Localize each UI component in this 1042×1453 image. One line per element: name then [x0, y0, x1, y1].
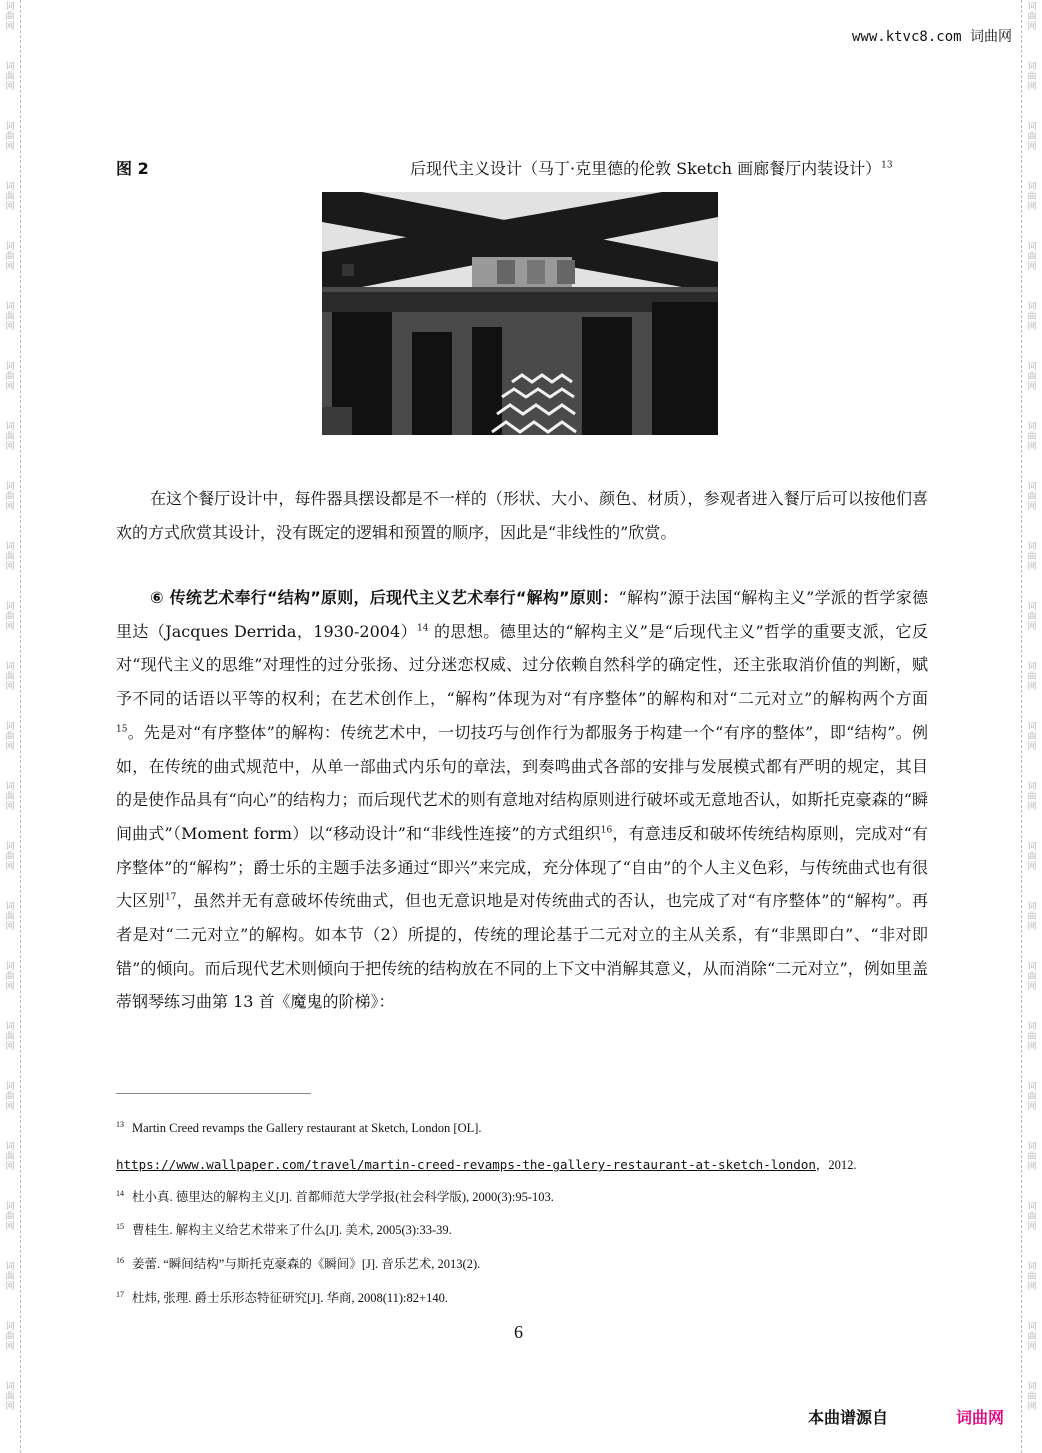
footnote-ref-17: 17 [164, 893, 177, 903]
footnote-14 [116, 1187, 554, 1205]
footnote-text: 杜炜, 张理. 爵士乐形态特征研究[J]. 华商, 2008(11):82+140. [132, 1291, 448, 1305]
watermark-text: 词 曲 网 [1027, 482, 1037, 512]
watermark-text: 词 曲 网 [1027, 602, 1037, 632]
source-label: 本曲谱源自 [808, 1408, 889, 1427]
footnote-num: 14 [116, 1188, 124, 1198]
watermark-text: 词 曲 网 [5, 362, 15, 392]
watermark-text: 词 曲 网 [1027, 302, 1037, 332]
footnote-num: 13 [116, 1119, 124, 1129]
watermark-text: 词 曲 网 [5, 842, 15, 872]
watermark-text: 词 曲 网 [5, 1382, 15, 1412]
site-name: 词曲网 [970, 29, 1012, 45]
figure-caption-text: 后现代主义设计（马丁·克里德的伦敦 Sketch 画廊餐厅内装设计） [410, 159, 882, 178]
watermark-text: 词 曲 网 [1027, 62, 1037, 92]
watermark-text: 词 曲 网 [1027, 122, 1037, 152]
figure-label: 图 2 [116, 159, 149, 178]
watermark-text: 词 曲 网 [5, 602, 15, 632]
watermark-text: 词 曲 网 [5, 542, 15, 572]
watermark-text: 词 曲 网 [1027, 662, 1037, 692]
page-number: 6 [514, 1322, 523, 1342]
watermark-text: 词 曲 网 [5, 62, 15, 92]
watermark-text: 词 曲 网 [5, 122, 15, 152]
footnote-text: 姜蕾. “瞬间结构”与斯托克豪森的《瞬间》[J]. 音乐艺术, 2013(2). [132, 1257, 481, 1271]
paragraph-1 [116, 482, 928, 549]
watermark-text: 词 曲 网 [5, 422, 15, 452]
watermark-text: 词 曲 网 [5, 302, 15, 332]
footnote-text: Martin Creed revamps the Gallery restaurant at Sketch, London [OL]. [132, 1121, 482, 1135]
section-heading: ⑥ 传统艺术奉行“结构”原则，后现代主义艺术奉行“解构”原则： [150, 588, 619, 607]
footnote-num: 15 [116, 1221, 124, 1231]
footnote-num: 17 [116, 1289, 124, 1299]
footnote-rule [116, 1093, 311, 1094]
p2-segment-a: “解构”源于法国“解构主义”学派的哲学家德里达（Jacques Derrida，1930-2004） [116, 588, 928, 641]
watermark-text: 词 曲 网 [5, 902, 15, 932]
watermark-text: 词 曲 网 [1027, 1142, 1037, 1172]
watermark-text: 词 曲 网 [5, 1322, 15, 1352]
footnote-13 [116, 1121, 482, 1136]
watermark-text: 词 曲 网 [5, 242, 15, 272]
figure-caption [410, 156, 893, 179]
watermark-text: 词 曲 网 [5, 182, 15, 212]
paragraph-2-text [116, 581, 928, 1019]
brand-link[interactable]: 词曲网 [956, 1408, 1005, 1427]
watermark-text: 词 曲 网 [1027, 842, 1037, 872]
watermark-text: 词 曲 网 [1027, 1082, 1037, 1112]
watermark-text: 词 曲 网 [1027, 962, 1037, 992]
footnote-ref-16: 16 [600, 825, 613, 836]
site-header [852, 26, 1012, 46]
watermark-text: 词 曲 网 [5, 1262, 15, 1292]
footnote-text: 曹桂生. 解构主义给艺术带来了什么[J]. 美术, 2005(3):33-39. [132, 1223, 452, 1237]
watermark-text: 词 曲 网 [5, 2, 15, 32]
footnote-15 [116, 1220, 452, 1238]
footnote-16 [116, 1254, 480, 1272]
watermark-text: 词 曲 网 [1027, 182, 1037, 212]
paragraph-1-text: 在这个餐厅设计中，每件器具摆设都是不一样的（形状、大小、颜色、材质），参观者进入餐厅后可以按他们喜欢的方式欣赏其设计，没有既定的逻辑和预置的顺序，因此是“非线性的”欣赏。 [116, 489, 928, 542]
footnote-num: 16 [116, 1255, 124, 1265]
left-watermark-strip [0, 0, 21, 1453]
footnote-text: 杜小真. 德里达的解构主义[J]. 首都师范大学学报(社会科学版), 2000(3):95-103. [132, 1190, 554, 1204]
watermark-text: 词 曲 网 [5, 662, 15, 692]
watermark-text: 词 曲 网 [1027, 902, 1037, 932]
p2-segment-b: 的思想。德里达的“解构主义”是“后现代主义”哲学的重要支派，它反对“现代主义的思维”对理性的过分张扬、过分迷恋权威、过分依赖自然科学的确定性，还主张取消价值的判断，赋予不同的话语以平等的权利；在艺术创作上，“解构”体现为对“有序整体”的解构和对“二元对立”的解构两个方面 [116, 621, 928, 709]
watermark-text: 词 曲 网 [1027, 242, 1037, 272]
watermark-text: 词 曲 网 [5, 962, 15, 992]
watermark-text: 词 曲 网 [5, 1142, 15, 1172]
watermark-text: 词 曲 网 [1027, 722, 1037, 752]
p2-segment-d: ，有意违反和破坏传统结构原则，完成对“有序整体”的“解构”；爵士乐的主题手法多通过“即兴”来完成，充分体现了“自由”的个人主义色彩，与传统曲式也有很大区别 [116, 823, 928, 911]
watermark-text: 词 曲 网 [1027, 1382, 1037, 1412]
watermark-text: 词 曲 网 [1027, 542, 1037, 572]
watermark-text: 词 曲 网 [5, 1202, 15, 1232]
watermark-text: 词 曲 网 [1027, 1322, 1037, 1352]
restaurant-photo [322, 192, 718, 435]
watermark-text: 词 曲 网 [5, 1082, 15, 1112]
footnote-17 [116, 1288, 448, 1306]
right-watermark-strip [1021, 0, 1042, 1453]
footnote-ref-14: 14 [417, 623, 429, 634]
site-url: www.ktvc8.com [851, 29, 962, 45]
watermark-text: 词 曲 网 [5, 482, 15, 512]
watermark-text: 词 曲 网 [5, 782, 15, 812]
watermark-text: 词 曲 网 [1027, 422, 1037, 452]
watermark-text: 词 曲 网 [1027, 1022, 1037, 1052]
figure-caption-ref: 13 [881, 160, 893, 171]
watermark-text: 词 曲 网 [5, 722, 15, 752]
watermark-text: 词 曲 网 [1027, 1262, 1037, 1292]
paragraph-2 [116, 581, 928, 1019]
watermark-text: 词 曲 网 [1027, 782, 1037, 812]
p2-segment-e: ，虽然并无有意破坏传统曲式，但也无意识地是对传统曲式的否认，也完成了对“有序整体”的“解构”。再者是对“二元对立”的解构。如本节（2）所提的，传统的理论基于二元对立的主从关系，有“非黑即白”、“非对即错”的倾向。而后现代艺术则倾向于把传统的结构放在不同的上下文中消解其意义，从而消除“二元对立”，例如里盖蒂钢琴练习曲第 13 首《魔鬼的阶梯》： [116, 891, 928, 1012]
footnote-13-url [116, 1155, 857, 1173]
p2-segment-c: 。先是对“有序整体”的解构：传统艺术中，一切技巧与创作行为都服务于构建一个“有序的整体”，即“结构”。例如，在传统的曲式规范中，从单一部曲式内乐句的章法，到奏鸣曲式各部的安排与发展模式都有严明的规定，其目的是使作品具有“向心”的结构力；而后现代艺术的则有意地对结构原则进行破坏或无意地否认，如斯托克豪森的“瞬间曲式”（Moment form）以“移动设计”和“非线性连接”的方式组织 [116, 722, 928, 843]
watermark-text: 词 曲 网 [1027, 362, 1037, 392]
watermark-text: 词 曲 网 [1027, 1202, 1037, 1232]
watermark-text: 词 曲 网 [5, 1022, 15, 1052]
footnote-ref-15: 15 [116, 724, 128, 735]
footnote-link[interactable]: https://www.wallpaper.com/travel/martin-creed-revamps-the-gallery-restaurant-at-sketch-london [116, 1157, 816, 1172]
footnote-text: ，2012. [815, 1158, 857, 1172]
watermark-text: 词 曲 网 [1027, 2, 1037, 32]
